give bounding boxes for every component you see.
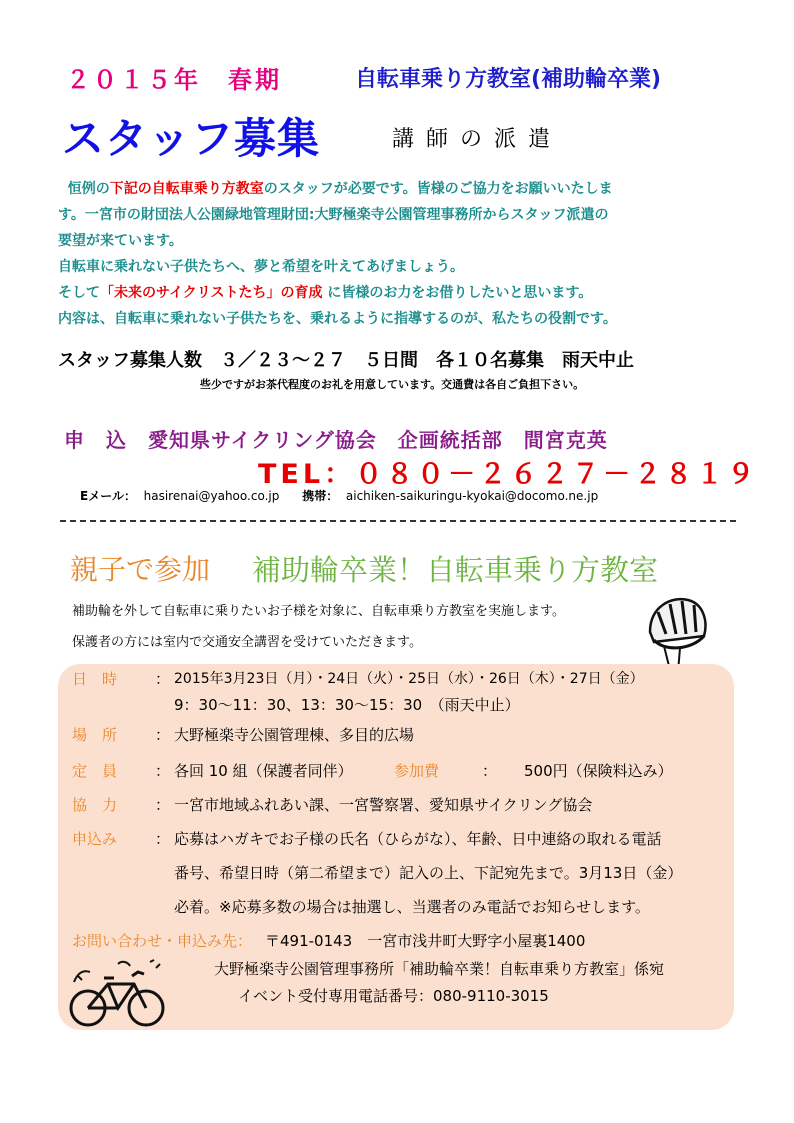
contact-label: お問い合わせ・申込み先： [72, 932, 253, 950]
highlight-class: 下記の自転車乗り方教室 [109, 181, 264, 197]
staff-recruit-title: スタッフ募集 [62, 114, 321, 163]
value-application-3: 必着。※応募多数の場合は抽選し、当選者のみ電話でお知らせします。 [174, 898, 650, 916]
colon: ： [155, 830, 171, 848]
colon: ： [155, 762, 171, 780]
intro-line-6: 内容は、自転車に乗れない子供たちを、乗れるように指導するのが、私たちの役割です。 [58, 311, 617, 327]
value-cooperation: 一宮市地域ふれあい課、一宮警察署、愛知県サイクリング協会 [174, 796, 593, 814]
intro-line-4: 自転車に乗れない子供たちへ、夢と希望を叶えてあげましょう。 [58, 259, 464, 275]
contact-address: 〒491-0143 一宮市浅井町大野字小屋裏1400 [265, 932, 586, 950]
apply-contact: 申 込 愛知県サイクリング協会 企画統括部 間宮克英 [64, 428, 608, 452]
intro-line-1: 恒例の下記の自転車乗り方教室のスタッフが必要です。皆様のご協力をお願いいたしま [67, 181, 613, 197]
mobile-label: 携帯： [302, 489, 339, 503]
value-fee: 500円（保険料込み） [524, 762, 673, 780]
email-address[interactable]: hasirenai@yahoo.co.jp [143, 489, 280, 503]
label-cooperation: 協 力 [72, 796, 118, 814]
label-capacity: 定 員 [72, 762, 118, 780]
colon: ： [155, 670, 171, 688]
year-season-heading: ２０１５年 春期 [66, 66, 282, 94]
label-application: 申込み [72, 830, 118, 848]
colon: ： [155, 796, 171, 814]
contact-office: 大野極楽寺公園管理事務所「補助輪卒業！自転車乗り方教室」係宛 [214, 960, 665, 978]
value-dates: 2015年3月23日（月）・24日（火）・25日（水）・26日（木）・27日（金） [174, 671, 644, 687]
dashed-divider [60, 520, 736, 522]
instructor-dispatch-subtitle: 講師の派遣 [392, 127, 563, 152]
parent-child-heading: 親子で参加 [70, 553, 211, 586]
staff-note: 些少ですがお茶代程度のお礼を用意しています。交通費は各自ご負担下さい。 [200, 378, 585, 391]
intro-line-5: そして「未来のサイクリストたち」の育成 に皆様のお力をお借りしたいと思います。 [58, 285, 593, 301]
intro-line-2: す。一宮市の財団法人公園緑地管理財団:大野極楽寺公園管理事務所からスタッフ派遣の [58, 207, 609, 223]
value-capacity: 各回 10 組（保護者同伴） [174, 762, 353, 780]
colon: ： [155, 726, 171, 744]
bicycle-icon [68, 958, 168, 1030]
email-line [80, 487, 598, 504]
contact-phone: イベント受付専用電話番号：080-9110-3015 [238, 987, 549, 1005]
value-application-1: 応募はハガキでお子様の氏名（ひらがな）、年齢、日中連絡の取れる電話 [174, 830, 662, 848]
event-title: 補助輪卒業！自転車乗り方教室 [252, 553, 659, 587]
label-fee: 参加費 [394, 762, 440, 780]
event-description-1: 補助輪を外して自転車に乗りたいお子様を対象に、自転車乗り方教室を実施します。 [72, 604, 565, 619]
label-datetime: 日 時 [72, 670, 118, 688]
email-label: Eメール： [80, 489, 136, 503]
highlight-future-cyclists: 「未来のサイクリストたち」の育成 [100, 285, 323, 301]
value-place: 大野極楽寺公園管理棟、多目的広場 [174, 726, 415, 744]
label-place: 場 所 [72, 726, 118, 744]
intro-line-3: 要望が来ています。 [58, 233, 183, 249]
phone-number: TEL：０８０－２６２７－２８１９ [258, 459, 759, 490]
value-times: 9：30～11：30、13：30～15：30 （雨天中止） [174, 696, 520, 714]
staff-count: スタッフ募集人数 ３／２３～２７ ５日間 各１０名募集 雨天中止 [58, 350, 634, 371]
mobile-email-address[interactable]: aichiken-saikuringu-kyokai@docomo.ne.jp [345, 489, 599, 503]
event-description-2: 保護者の方には室内で交通安全講習を受けていただきます。 [72, 635, 422, 650]
colon: ： [482, 762, 498, 780]
class-name-heading: 自転車乗り方教室(補助輪卒業) [355, 67, 662, 92]
intro-paragraph [58, 176, 758, 332]
value-application-2: 番号、希望日時（第二希望まで）記入の上、下記宛先まで。3月13日（金） [174, 864, 683, 882]
